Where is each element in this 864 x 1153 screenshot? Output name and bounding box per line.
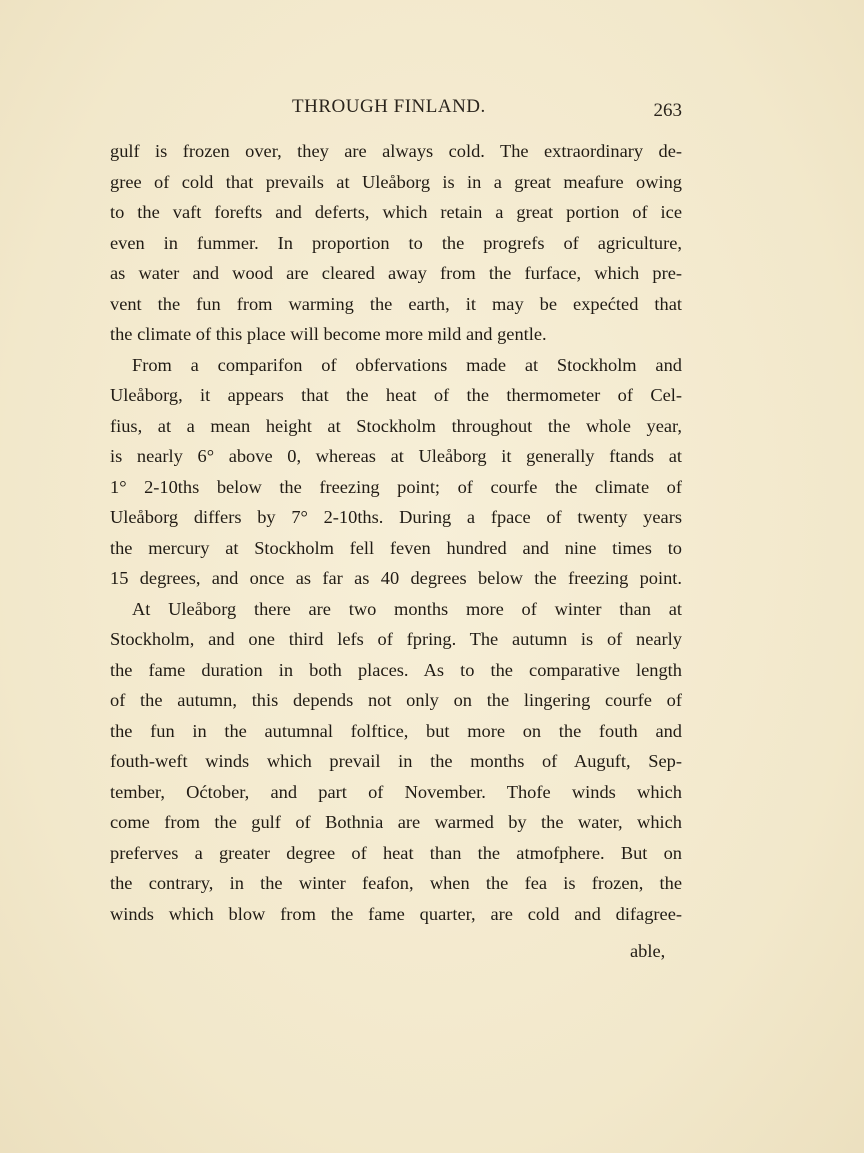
text-line: is nearly 6° above 0, whereas at Uleåborg it generally ftands at bbox=[110, 446, 682, 466]
page-header bbox=[110, 96, 682, 124]
text-line: tember, Oćtober, and part of November. Thofe winds which bbox=[110, 781, 682, 802]
text-line: At Uleåborg there are two months more of winter than at bbox=[132, 598, 682, 619]
text-line: the climate of this place will become more mild and gentle. bbox=[110, 324, 547, 344]
text-line: Uleåborg, it appears that the heat of the thermometer of Cel- bbox=[110, 385, 682, 405]
text-line: come from the gulf of Bothnia are warmed by the water, which bbox=[110, 812, 682, 832]
text-line: 1° 2-10ths below the freezing point; of courfe the climate of bbox=[110, 476, 682, 497]
text-line: preferves a greater degree of heat than the atmofphere. But on bbox=[110, 842, 682, 863]
text-line: the fun in the autumnal folftice, but more on the fouth and bbox=[110, 720, 682, 741]
text-line: fouth-weft winds which prevail in the months of Auguft, Sep- bbox=[110, 751, 682, 771]
text-line: fius, at a mean height at Stockholm throughout the whole year, bbox=[110, 415, 682, 436]
text-line: even in fummer. In proportion to the progrefs of agriculture, bbox=[110, 232, 682, 253]
text-line: gree of cold that prevails at Uleåborg is in a great meafure owing bbox=[110, 171, 682, 192]
body-text bbox=[110, 136, 682, 929]
text-line: winds which blow from the fame quarter, are cold and difagree- bbox=[110, 903, 682, 924]
page-number: 263 bbox=[653, 100, 682, 121]
text-line: to the vaft forefts and deferts, which retain a great portion of ice bbox=[110, 202, 682, 222]
text-line: Stockholm, and one third lefs of fpring. The autumn is of nearly bbox=[110, 629, 682, 649]
text-line: as water and wood are cleared away from the furface, which pre- bbox=[110, 263, 682, 283]
text-line: Uleåborg differs by 7° 2-10ths. During a fpace of twenty years bbox=[110, 507, 682, 527]
text-line: 15 degrees, and once as far as 40 degrees below the freezing point. bbox=[110, 568, 682, 588]
text-line: the mercury at Stockholm fell feven hundred and nine times to bbox=[110, 537, 682, 558]
text-line: From a comparifon of obfervations made at Stockholm and bbox=[132, 354, 682, 375]
text-line: of the autumn, this depends not only on the lingering courfe of bbox=[110, 690, 682, 710]
text-line: vent the fun from warming the earth, it may be expećted that bbox=[110, 293, 682, 314]
catchword: able, bbox=[630, 941, 666, 961]
text-line: the fame duration in both places. As to the comparative length bbox=[110, 659, 682, 680]
text-line: gulf is frozen over, they are always cold. The extraordinary de- bbox=[110, 141, 682, 161]
running-head: THROUGH FINLAND. bbox=[292, 96, 486, 117]
text-line: the contrary, in the winter feafon, when the fea is frozen, the bbox=[110, 873, 682, 893]
